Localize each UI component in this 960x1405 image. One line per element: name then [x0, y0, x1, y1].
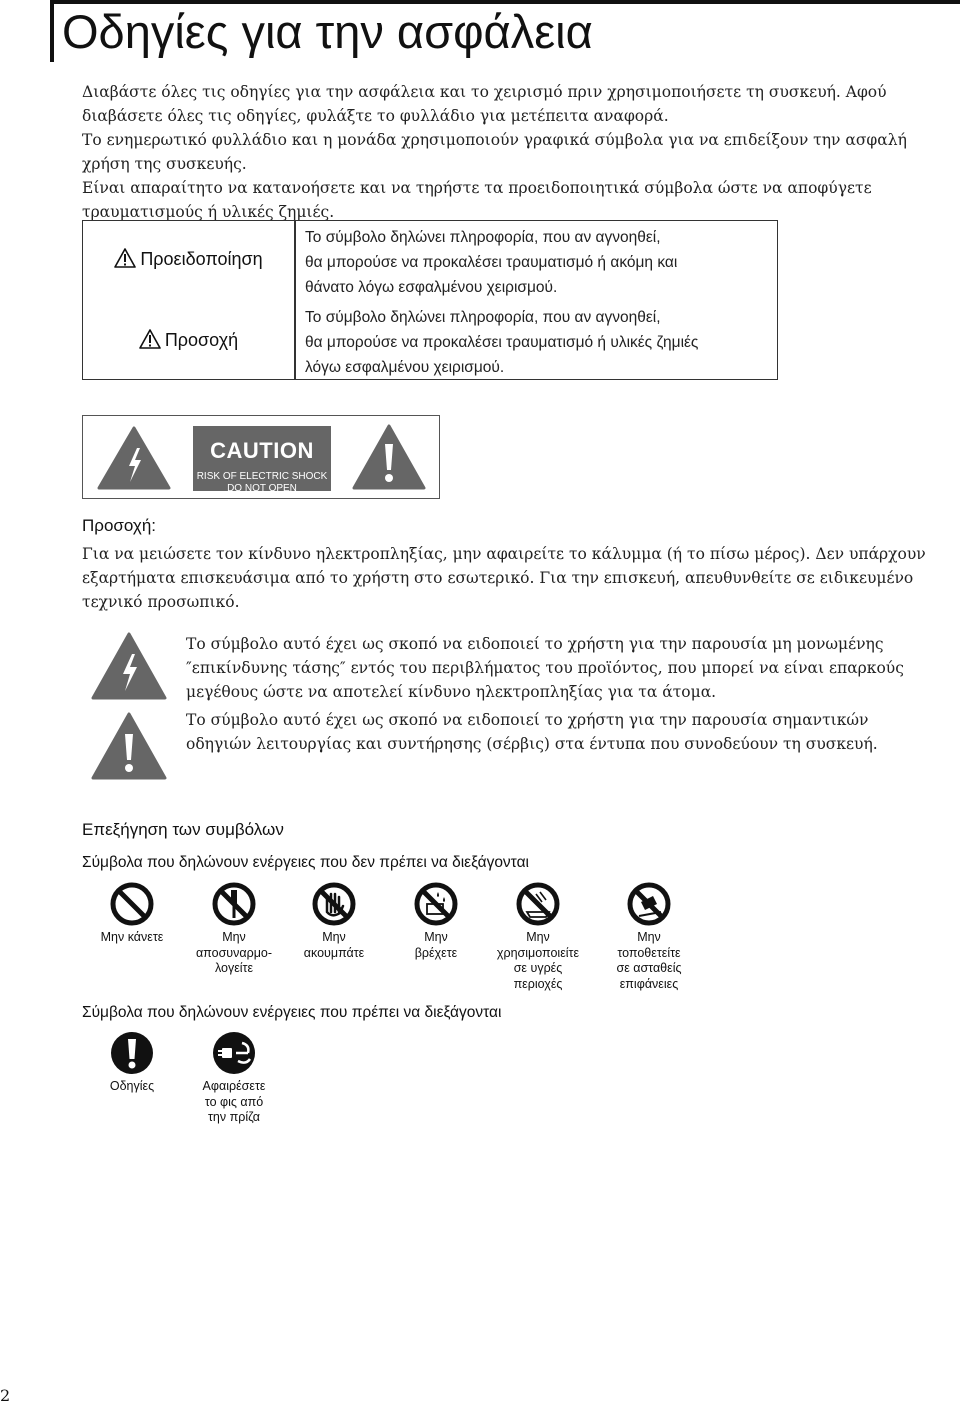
no-unstable-icon: [627, 882, 671, 926]
exclamation-explanation: Το σύμβολο αυτό έχει ως σκοπό να ειδοποιεί το χρήστη για την παρουσία σημαντικών οδηγιών λειτουργίας και συντήρησης (σέρβις) στα έντυπα που συνοδεύουν τη συσκευή.: [186, 711, 878, 753]
lightning-triangle-icon: [91, 632, 167, 700]
caution-heading: Προσοχή:: [82, 516, 156, 535]
caution-sign-line2: DO NOT OPEN: [227, 483, 297, 494]
no-disassemble-icon: [212, 882, 256, 926]
symbol-label-no-unstable: Μην τοποθετείτε σε ασταθείς επιφάνειες: [616, 930, 682, 991]
warning-description: Το σύμβολο δηλώνει πληροφορία, που αν αγνοηθεί, θα μπορούσε να προκαλέσει τραυματισμό ή ακόμη και θάνατο λόγω εσφαλμένου χειρισμού.: [305, 229, 678, 296]
prohibited-heading: Σύμβολα που δηλώνουν ενέργειες που δεν πρέπει να διεξάγονται: [82, 854, 529, 871]
caution-sign-line1: RISK OF ELECTRIC SHOCK: [196, 471, 328, 482]
warning-label: Προειδοποίηση: [83, 248, 294, 270]
symbol-label-no-touch: Μην ακουμπάτε: [303, 930, 365, 960]
symbol-label-no-wet-area: Μην χρησιμοποιείτε σε υγρές περιοχές: [496, 930, 580, 991]
table-divider: [294, 221, 296, 379]
symbol-label-dont: Μην κάνετε: [100, 930, 164, 944]
page-title: Οδηγίες για την ασφάλεια: [62, 5, 593, 58]
prohibited-icon: [110, 882, 154, 926]
intro-line: Διαβάστε όλες τις οδηγίες για την ασφάλεια και το χειρισμό πριν χρησιμοποιήσετε τη συσκευή. Αφού: [82, 83, 887, 101]
exclamation-triangle-icon: [91, 712, 167, 780]
no-wet-icon: [414, 882, 458, 926]
caution-label-plate: [193, 426, 331, 494]
required-heading: Σύμβολα που δηλώνουν ενέργειες που πρέπει να διεξάγονται: [82, 1004, 502, 1021]
unplug-icon: [212, 1031, 256, 1075]
no-wet-area-icon: [516, 882, 560, 926]
page-number: 2: [0, 1386, 11, 1405]
caution-sign: [82, 415, 440, 499]
intro-line: χρήση της συσκευής.: [82, 155, 247, 173]
title-bar: [50, 0, 54, 62]
instruction-icon: [110, 1031, 154, 1075]
symbol-label-instructions: Οδηγίες: [109, 1079, 155, 1093]
intro-line: τραυματισμούς ή υλικές ζημιές.: [82, 203, 335, 221]
lightning-explanation: Το σύμβολο αυτό έχει ως σκοπό να ειδοποιεί το χρήστη για την παρουσία μη μονωμένης ″επικίνδυνης τάσης″ εντός του περιβλήματος του προϊόντος, που μπορεί να είναι επαρκούς μεγέθους ώστε να αποτελεί κίνδυνο ηλεκτροπληξίας για τα άτομα.: [186, 635, 904, 701]
caution-label: Προσοχή: [83, 329, 294, 351]
intro-line: Είναι απαραίτητο να κατανοήσετε και να τηρήστε τα προειδοποιητικά σύμβολα ώστε να αποφύγετε: [82, 179, 872, 197]
caution-description: Το σύμβολο δηλώνει πληροφορία, που αν αγνοηθεί, θα μπορούσε να προκαλέσει τραυματισμό ή υλικές ζημιές λόγω εσφαλμένου χειρισμού.: [305, 309, 699, 376]
symbol-label-unplug: Αφαιρέσετε το φις από την πρίζα: [202, 1079, 266, 1124]
symbols-heading: Επεξήγηση των συμβόλων: [82, 820, 284, 839]
no-touch-icon: [312, 882, 356, 926]
caution-sign-title: CAUTION: [210, 438, 314, 463]
caution-triangle-icon: [139, 329, 161, 349]
intro-line: διαβάσετε όλες τις οδηγίες, φυλάξτε το φυλλάδιο για μετέπειτα αναφορά.: [82, 107, 669, 125]
intro-paragraph: [82, 80, 952, 224]
symbol-label-no-disassemble: Μην αποσυναρμο- λογείτε: [195, 930, 273, 975]
symbol-label-no-wet: Μην βρέχετε: [414, 930, 458, 960]
lightning-triangle-icon: [97, 426, 171, 490]
exclamation-triangle-icon: [352, 424, 426, 490]
caution-text: Για να μειώσετε τον κίνδυνο ηλεκτροπληξίας, μην αφαιρείτε το κάλυμμα (ή το πίσω μέρος). Δεν υπάρχουν εξαρτήματα επισκευάσιμα από το χρήστη στο εσωτερικό. Για την επισκευή, απευθυνθείτε σε ειδικευμένο τεχνικό προσωπικό.: [82, 545, 926, 611]
intro-line: Το ενημερωτικό φυλλάδιο και η μονάδα χρησιμοποιούν γραφικά σύμβολα για να επιδείξουν την ασφαλή: [82, 131, 907, 149]
warning-table: [82, 220, 778, 380]
warning-triangle-icon: [114, 248, 136, 268]
